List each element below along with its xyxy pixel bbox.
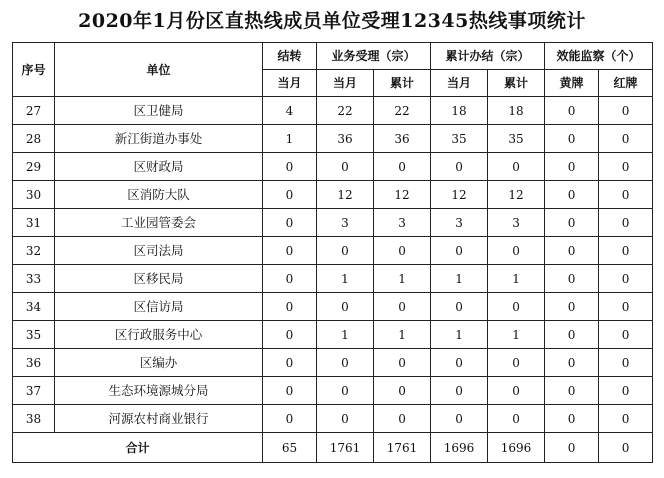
table-row <box>13 293 653 321</box>
cell-transfer: 0 <box>263 181 317 209</box>
header-seq: 序号 <box>13 43 55 97</box>
subheader-completed-cumulative: 累计 <box>488 70 545 97</box>
cell-transfer: 0 <box>263 349 317 377</box>
cell-done-total: 0 <box>488 377 545 405</box>
cell-red: 0 <box>599 209 653 237</box>
cell-transfer: 0 <box>263 237 317 265</box>
total-red: 0 <box>599 433 653 463</box>
table-body <box>13 97 653 463</box>
cell-seq: 35 <box>13 321 55 349</box>
header-unit: 单位 <box>55 43 263 97</box>
cell-biz-month: 0 <box>317 237 374 265</box>
table-row <box>13 405 653 433</box>
cell-done-month: 35 <box>431 125 488 153</box>
cell-biz-total: 1 <box>374 321 431 349</box>
cell-unit: 区财政局 <box>55 153 263 181</box>
cell-yellow: 0 <box>545 209 599 237</box>
total-biz-total: 1761 <box>374 433 431 463</box>
cell-yellow: 0 <box>545 377 599 405</box>
table-row <box>13 97 653 125</box>
cell-seq: 36 <box>13 349 55 377</box>
cell-transfer: 0 <box>263 321 317 349</box>
cell-biz-month: 0 <box>317 349 374 377</box>
cell-done-month: 12 <box>431 181 488 209</box>
cell-biz-total: 1 <box>374 265 431 293</box>
cell-biz-total: 36 <box>374 125 431 153</box>
cell-biz-month: 1 <box>317 321 374 349</box>
cell-done-total: 0 <box>488 153 545 181</box>
cell-red: 0 <box>599 321 653 349</box>
cell-done-total: 0 <box>488 349 545 377</box>
cell-red: 0 <box>599 349 653 377</box>
cell-unit: 河源农村商业银行 <box>55 405 263 433</box>
cell-done-total: 35 <box>488 125 545 153</box>
cell-unit: 新江街道办事处 <box>55 125 263 153</box>
cell-red: 0 <box>599 97 653 125</box>
cell-done-total: 12 <box>488 181 545 209</box>
subheader-business-cumulative: 累计 <box>374 70 431 97</box>
cell-yellow: 0 <box>545 349 599 377</box>
total-yellow: 0 <box>545 433 599 463</box>
subheader-business-month: 当月 <box>317 70 374 97</box>
cell-yellow: 0 <box>545 237 599 265</box>
cell-transfer: 1 <box>263 125 317 153</box>
subheader-transfer-month: 当月 <box>263 70 317 97</box>
cell-red: 0 <box>599 181 653 209</box>
cell-unit: 区卫健局 <box>55 97 263 125</box>
cell-seq: 30 <box>13 181 55 209</box>
cell-done-month: 0 <box>431 349 488 377</box>
cell-seq: 33 <box>13 265 55 293</box>
cell-yellow: 0 <box>545 181 599 209</box>
cell-seq: 27 <box>13 97 55 125</box>
cell-unit: 区行政服务中心 <box>55 321 263 349</box>
cell-done-total: 0 <box>488 405 545 433</box>
header-transfer: 结转 <box>263 43 317 70</box>
cell-biz-total: 0 <box>374 349 431 377</box>
cell-biz-total: 0 <box>374 377 431 405</box>
cell-unit: 生态环境源城分局 <box>55 377 263 405</box>
cell-done-month: 3 <box>431 209 488 237</box>
cell-transfer: 4 <box>263 97 317 125</box>
cell-red: 0 <box>599 125 653 153</box>
subheader-yellow-card: 黄牌 <box>545 70 599 97</box>
cell-biz-month: 36 <box>317 125 374 153</box>
cell-biz-month: 0 <box>317 293 374 321</box>
header-business: 业务受理（宗） <box>317 43 431 70</box>
cell-biz-month: 0 <box>317 377 374 405</box>
page-title: 2020年1月份区直热线成员单位受理12345热线事项统计 <box>78 10 586 32</box>
cell-yellow: 0 <box>545 153 599 181</box>
cell-biz-total: 22 <box>374 97 431 125</box>
cell-seq: 38 <box>13 405 55 433</box>
cell-transfer: 0 <box>263 405 317 433</box>
cell-biz-total: 0 <box>374 237 431 265</box>
cell-yellow: 0 <box>545 321 599 349</box>
cell-seq: 32 <box>13 237 55 265</box>
header-row-1 <box>13 43 653 70</box>
cell-red: 0 <box>599 293 653 321</box>
cell-yellow: 0 <box>545 125 599 153</box>
cell-red: 0 <box>599 237 653 265</box>
cell-seq: 28 <box>13 125 55 153</box>
cell-red: 0 <box>599 153 653 181</box>
cell-done-total: 1 <box>488 321 545 349</box>
cell-transfer: 0 <box>263 293 317 321</box>
cell-done-total: 0 <box>488 293 545 321</box>
table-row <box>13 377 653 405</box>
cell-biz-total: 0 <box>374 405 431 433</box>
cell-biz-month: 0 <box>317 405 374 433</box>
cell-done-total: 0 <box>488 237 545 265</box>
cell-done-total: 1 <box>488 265 545 293</box>
table-row <box>13 209 653 237</box>
total-row <box>13 433 653 463</box>
cell-biz-month: 3 <box>317 209 374 237</box>
cell-unit: 区编办 <box>55 349 263 377</box>
statistics-table <box>12 42 653 463</box>
cell-unit: 区信访局 <box>55 293 263 321</box>
cell-done-total: 3 <box>488 209 545 237</box>
cell-done-total: 18 <box>488 97 545 125</box>
cell-yellow: 0 <box>545 97 599 125</box>
cell-unit: 区移民局 <box>55 265 263 293</box>
table-row <box>13 349 653 377</box>
cell-done-month: 1 <box>431 265 488 293</box>
cell-biz-month: 0 <box>317 153 374 181</box>
total-done-month: 1696 <box>431 433 488 463</box>
subheader-completed-month: 当月 <box>431 70 488 97</box>
cell-unit: 区司法局 <box>55 237 263 265</box>
cell-yellow: 0 <box>545 265 599 293</box>
total-biz-month: 1761 <box>317 433 374 463</box>
table-row <box>13 181 653 209</box>
cell-yellow: 0 <box>545 405 599 433</box>
total-label: 合计 <box>13 433 263 463</box>
cell-seq: 29 <box>13 153 55 181</box>
cell-transfer: 0 <box>263 209 317 237</box>
table-row <box>13 237 653 265</box>
table-row <box>13 265 653 293</box>
cell-done-month: 0 <box>431 377 488 405</box>
cell-seq: 34 <box>13 293 55 321</box>
cell-seq: 31 <box>13 209 55 237</box>
total-transfer: 65 <box>263 433 317 463</box>
cell-seq: 37 <box>13 377 55 405</box>
cell-biz-total: 0 <box>374 293 431 321</box>
table-row <box>13 321 653 349</box>
table-row <box>13 153 653 181</box>
header-supervision: 效能监察（个） <box>545 43 653 70</box>
cell-transfer: 0 <box>263 377 317 405</box>
cell-red: 0 <box>599 265 653 293</box>
cell-done-month: 0 <box>431 153 488 181</box>
cell-biz-month: 1 <box>317 265 374 293</box>
cell-transfer: 0 <box>263 153 317 181</box>
cell-transfer: 0 <box>263 265 317 293</box>
cell-biz-total: 0 <box>374 153 431 181</box>
cell-done-month: 0 <box>431 237 488 265</box>
cell-yellow: 0 <box>545 293 599 321</box>
cell-biz-month: 12 <box>317 181 374 209</box>
cell-red: 0 <box>599 377 653 405</box>
cell-done-month: 18 <box>431 97 488 125</box>
header-completed: 累计办结（宗） <box>431 43 545 70</box>
cell-done-month: 0 <box>431 293 488 321</box>
cell-done-month: 1 <box>431 321 488 349</box>
total-done-total: 1696 <box>488 433 545 463</box>
cell-biz-total: 3 <box>374 209 431 237</box>
cell-done-month: 0 <box>431 405 488 433</box>
table-row <box>13 125 653 153</box>
cell-red: 0 <box>599 405 653 433</box>
cell-biz-month: 22 <box>317 97 374 125</box>
cell-unit: 工业园管委会 <box>55 209 263 237</box>
cell-biz-total: 12 <box>374 181 431 209</box>
subheader-red-card: 红牌 <box>599 70 653 97</box>
cell-unit: 区消防大队 <box>55 181 263 209</box>
